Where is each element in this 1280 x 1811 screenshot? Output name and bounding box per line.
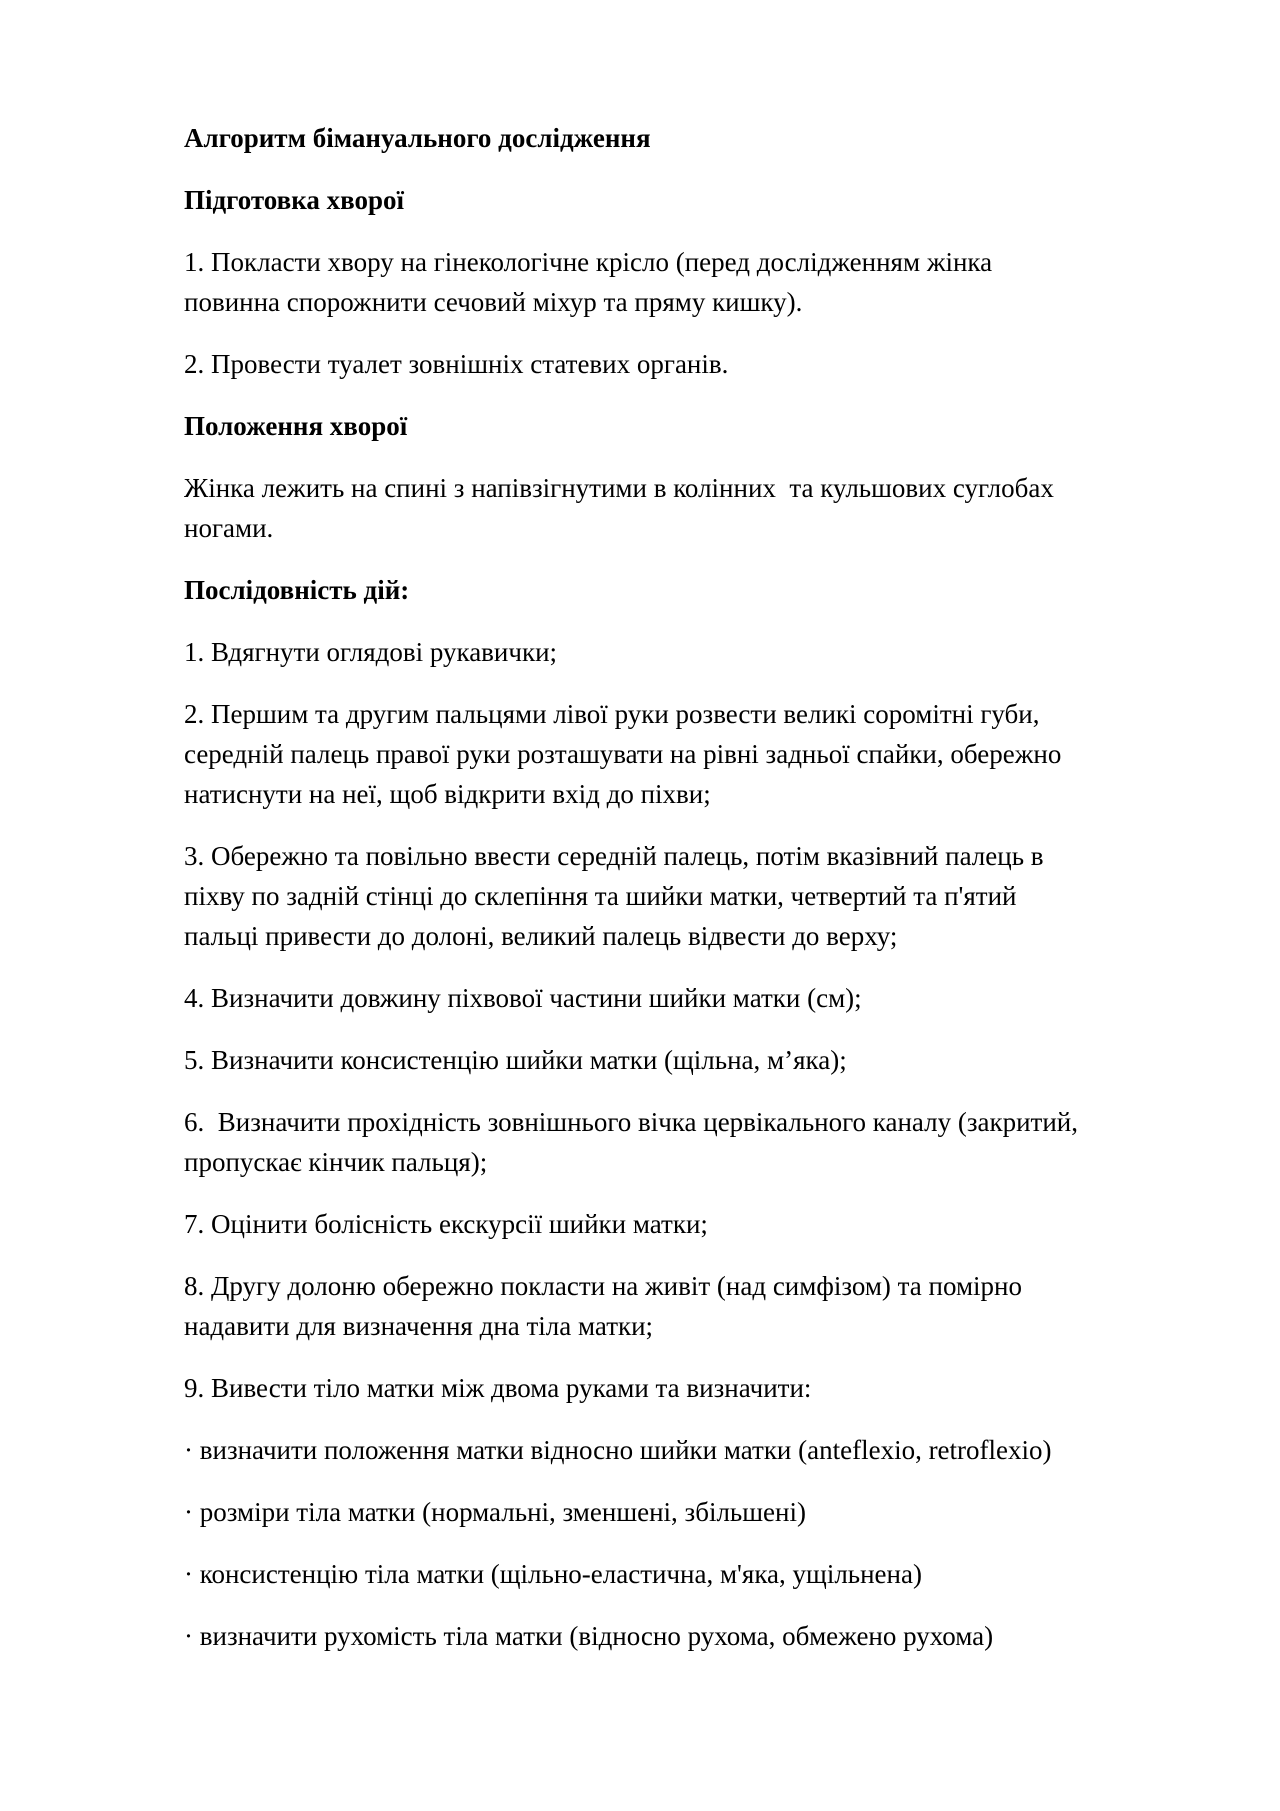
step-9	[184, 1368, 1214, 1408]
step-2-line-2: середній палець правої руки розташувати на рівні задньої спайки, обережно	[184, 739, 1062, 769]
step-2-line-1: 2. Першим та другим пальцями лівої руки розвести великі соромітні губи,	[184, 699, 1040, 729]
bullet-item-4	[184, 1616, 1214, 1656]
position-description	[184, 468, 1214, 548]
step-8-line-2: надавити для визначення дна тіла матки;	[184, 1311, 654, 1341]
step-4	[184, 978, 1214, 1018]
section-heading-sequence	[184, 570, 1214, 610]
section-heading-position-text: Положення хворої	[184, 411, 408, 441]
step-3-line-2: піхву по задній стінці до склепіння та шийки матки, четвертий та п'ятий	[184, 881, 1017, 911]
section-heading-preparation	[184, 180, 1214, 220]
step-8-line-1: 8. Другу долоню обережно покласти на живіт (над симфізом) та помірно	[184, 1271, 1022, 1301]
bullet-item-4-text: · визначити рухомість тіла матки (відносно рухома, обмежено рухома)	[184, 1621, 994, 1651]
step-5	[184, 1040, 1214, 1080]
step-1	[184, 632, 1214, 672]
step-2-line-3: натиснути на неї, щоб відкрити вхід до піхви;	[184, 779, 711, 809]
bullet-item-2-text: · розміри тіла матки (нормальні, зменшені, збільшені)	[184, 1497, 806, 1527]
step-6	[184, 1102, 1214, 1182]
step-4-text: 4. Визначити довжину піхвової частини шийки матки (см);	[184, 983, 862, 1013]
document-title-text: Алгоритм бімануального дослідження	[184, 123, 651, 153]
step-1-text: 1. Вдягнути оглядові рукавички;	[184, 637, 558, 667]
prep-item-1	[184, 242, 1214, 322]
step-9-text: 9. Вивести тіло матки між двома руками та визначити:	[184, 1373, 812, 1403]
step-7-text: 7. Оцінити болісність екскурсії шийки матки;	[184, 1209, 708, 1239]
step-6-line-1: 6. Визначити прохідність зовнішнього вічка цервікального каналу (закритий,	[184, 1107, 1078, 1137]
position-description-line-1: Жінка лежить на спині з напівзігнутими в колінних та кульшових суглобах	[184, 473, 1054, 503]
step-5-text: 5. Визначити консистенцію шийки матки (щільна, м’яка);	[184, 1045, 847, 1075]
step-3-line-3: пальці привести до долоні, великий палець відвести до верху;	[184, 921, 898, 951]
section-heading-sequence-text: Послідовність дій:	[184, 575, 410, 605]
document-page	[184, 118, 1214, 1678]
document-title	[184, 118, 1214, 158]
prep-item-2-text: 2. Провести туалет зовнішніх статевих органів.	[184, 349, 729, 379]
prep-item-1-line-1: 1. Покласти хвору на гінекологічне крісло (перед дослідженням жінка	[184, 247, 993, 277]
bullet-item-1-text: · визначити положення матки відносно шийки матки (anteflexio, retroflexio)	[184, 1435, 1052, 1465]
step-7	[184, 1204, 1214, 1244]
bullet-item-2	[184, 1492, 1214, 1532]
bullet-item-3-text: · консистенцію тіла матки (щільно-еластична, м'яка, ущільнена)	[184, 1559, 922, 1589]
section-heading-position	[184, 406, 1214, 446]
step-2	[184, 694, 1214, 814]
position-description-line-2: ногами.	[184, 513, 274, 543]
step-6-line-2: пропускає кінчик пальця);	[184, 1147, 488, 1177]
bullet-item-3	[184, 1554, 1214, 1594]
step-3-line-1: 3. Обережно та повільно ввести середній палець, потім вказівний палець в	[184, 841, 1044, 871]
prep-item-2	[184, 344, 1214, 384]
bullet-item-1	[184, 1430, 1214, 1470]
section-heading-preparation-text: Підготовка хворої	[184, 185, 405, 215]
step-3	[184, 836, 1214, 956]
step-8	[184, 1266, 1214, 1346]
prep-item-1-line-2: повинна спорожнити сечовий міхур та пряму кишку).	[184, 287, 803, 317]
